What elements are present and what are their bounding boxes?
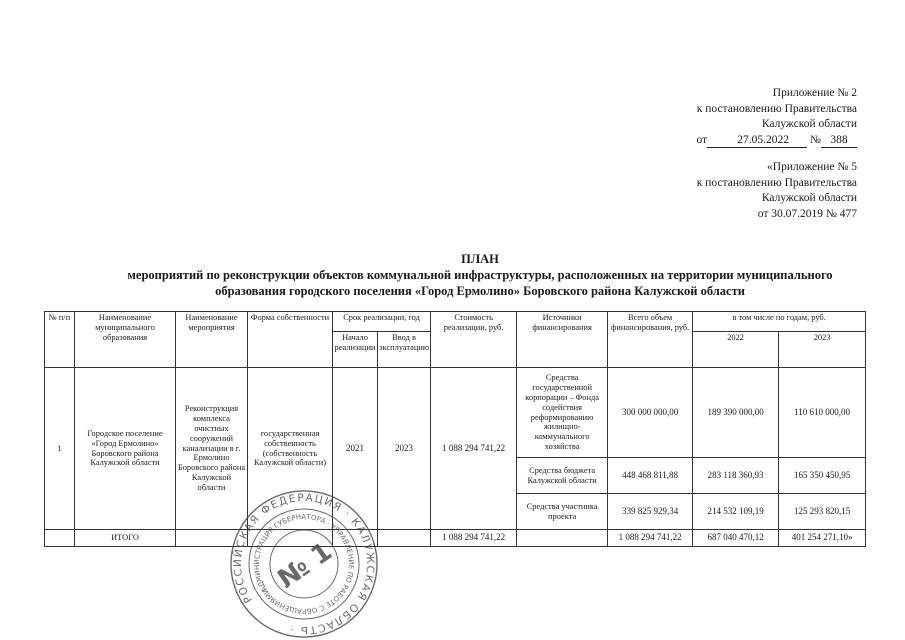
row-municipality: Городское поселение «Город Ермолино» Боровского района Калужской области — [75, 368, 176, 530]
header-municipality: Наименование муниципального образования — [75, 312, 176, 368]
source-2022: 283 118 360,93 — [693, 458, 779, 494]
header-by-years: в том числе по годам, руб. — [693, 312, 866, 332]
header-activity: Наименование мероприятия — [176, 312, 248, 368]
row-activity: Реконструкция комплекса очистных сооружений канализации в г. Ермолино Боровского района Калужской области — [176, 368, 248, 530]
source-name: Средства бюджета Калужской области — [517, 458, 608, 494]
appendix-2-title: Приложение № 2 — [772, 87, 857, 99]
header-year-2022: 2022 — [693, 332, 779, 368]
source-name: Средства участника проекта — [517, 494, 608, 530]
total-empty-commission — [378, 530, 431, 547]
header-cost: Стоимость реализации, руб. — [431, 312, 517, 368]
header-row-1 — [45, 312, 866, 332]
header-year-2023: 2023 — [779, 332, 866, 368]
row-ownership: государственная собственность (собственность Калужской области) — [248, 368, 333, 530]
total-2023: 401 254 271,10» — [779, 530, 866, 547]
appendix-2-region: Калужской области — [761, 118, 857, 130]
source-2023: 125 293 820,15 — [779, 494, 866, 530]
header-period: Срок реализации, год — [333, 312, 431, 332]
total-label: ИТОГО — [75, 530, 176, 547]
row-num: 1 — [45, 368, 75, 530]
seal-center-number: № 1 — [272, 536, 338, 595]
total-empty-sources — [517, 530, 608, 547]
appendix-2-decree: к постановлению Правительства — [696, 102, 857, 115]
total-2022: 687 040 470,12 — [693, 530, 779, 547]
row-commission: 2023 — [378, 368, 431, 530]
total-cost: 1 088 294 741,22 — [431, 530, 517, 547]
decree-number: 388 — [821, 134, 857, 148]
source-2023: 110 610 000,00 — [779, 368, 866, 458]
source-2022: 214 532 109,19 — [693, 494, 779, 530]
decree-date: 27.05.2022 — [707, 134, 807, 148]
header-start: Начало реализации — [333, 332, 378, 368]
plan-heading: ПЛАН — [461, 252, 499, 266]
source-2022: 189 390 000,00 — [693, 368, 779, 458]
header-num: № п/п — [45, 312, 75, 368]
row-start: 2021 — [333, 368, 378, 530]
appendix-2-date-line — [697, 133, 857, 149]
appendix-2-block — [697, 86, 857, 148]
source-2023: 165 350 450,95 — [779, 458, 866, 494]
appendix-5-region: Калужской области — [761, 192, 857, 204]
source-total: 339 825 929,34 — [608, 494, 693, 530]
plan-table — [44, 311, 866, 547]
source-name: Средства государственной корпорации – Фонда содействия реформированию жилищно-коммунального хозяйства — [517, 368, 608, 458]
source-total: 300 000 000,00 — [608, 368, 693, 458]
from-label: от — [696, 133, 708, 146]
plan-subtitle-line-1: мероприятий по реконструкции объектов коммунальной инфраструктуры, расположенных на территории муниципального — [127, 268, 833, 282]
table-row — [45, 368, 866, 458]
appendix-5-decree: к постановлению Правительства — [696, 176, 857, 189]
number-label: № — [810, 133, 821, 146]
header-commission: Ввод в эксплуатацию — [378, 332, 431, 368]
row-cost: 1 088 294 741,22 — [431, 368, 517, 530]
total-empty-num — [45, 530, 75, 547]
seal-inner-text: АДМИНИСТРАЦИЯ ГУБЕРНАТОРА · УПРАВЛЕНИЕ ПО РАБОТЕ С ОБРАЩЕНИЯМИ — [252, 512, 356, 616]
appendix-5-title: «Приложение № 5 — [767, 161, 857, 173]
seal-outer-text: РОССИЙСКАЯ ФЕДЕРАЦИЯ · КАЛУЖСКАЯ ОБЛАСТЬ · — [231, 491, 377, 637]
total-amount: 1 088 294 741,22 — [608, 530, 693, 547]
official-seal — [228, 488, 380, 640]
header-ownership: Форма собственности — [248, 312, 333, 368]
appendix-5-date: от 30.07.2019 № 477 — [757, 207, 857, 220]
plan-title — [60, 251, 900, 299]
plan-subtitle-line-2: образования городского поселения «Город Ермолино» Боровского района Калужской области — [215, 284, 745, 298]
source-total: 448 468 811,88 — [608, 458, 693, 494]
total-row — [45, 530, 866, 547]
header-sources: Источники финансирования — [517, 312, 608, 368]
header-total: Всего объем финансирования, руб. — [608, 312, 693, 368]
appendix-5-block — [697, 160, 857, 222]
